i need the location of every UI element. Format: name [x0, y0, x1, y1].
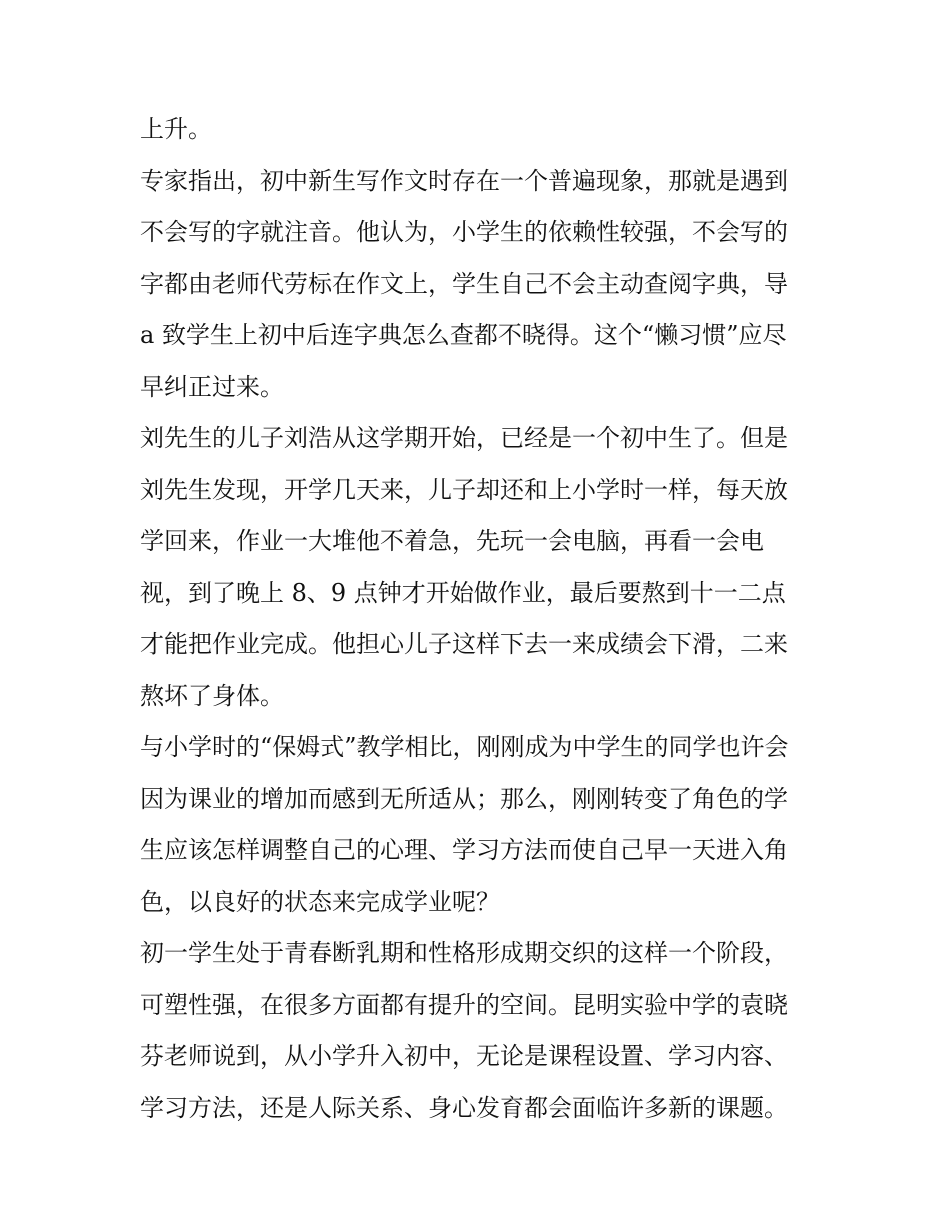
text-line: 生应该怎样调整自己的心理、学习方法而使自己早一天进入角 — [140, 836, 788, 864]
paragraph-2 — [140, 156, 820, 414]
text-line: 上升。 — [140, 115, 212, 143]
paragraph-5 — [140, 928, 820, 1134]
paragraph-1 — [140, 104, 820, 156]
paragraph-3 — [140, 413, 820, 722]
text-line: 因为课业的增加而感到无所适从；那么，刚刚转变了角色的学 — [140, 784, 788, 813]
text-line: a 致学生上初中后连字典怎么查都不晓得。这个“懒习惯”应尽 — [140, 321, 787, 349]
text-line: 专家指出，初中新生写作文时存在一个普遍现象，那就是遇到 — [140, 166, 788, 195]
text-line: 与小学时的“保姆式”教学相比，刚刚成为中学生的同学也许会 — [140, 733, 789, 761]
text-line: 刘先生发现，开学几天来，儿子却还和上小学时一样，每天放 — [140, 475, 788, 504]
document-body — [140, 104, 820, 1134]
text-line: 熬坏了身体。 — [140, 681, 284, 710]
text-line: 字都由老师代劳标在作文上，学生自己不会主动查阅字典，导 — [140, 269, 788, 298]
text-line: 芬老师说到，从小学升入初中，无论是课程设置、学习内容、 — [140, 1042, 788, 1070]
text-line: 可塑性强，在很多方面都有提升的空间。昆明实验中学的袁晓 — [140, 990, 788, 1019]
text-line: 色，以良好的状态来完成学业呢？ — [140, 887, 500, 916]
text-line: 学习方法，还是人际关系、身心发育都会面临许多新的课题。 — [140, 1093, 788, 1122]
text-line: 早纠正过来。 — [140, 372, 284, 401]
text-line: 刘先生的儿子刘浩从这学期开始，已经是一个初中生了。但是 — [140, 424, 788, 452]
text-line: 初一学生处于青春断乳期和性格形成期交织的这样一个阶段， — [140, 939, 788, 967]
text-line: 学回来，作业一大堆他不着急，先玩一会电脑，再看一会电 — [140, 527, 764, 555]
text-line: 不会写的字就注音。他认为，小学生的依赖性较强，不会写的 — [140, 218, 788, 246]
text-line: 才能把作业完成。他担心儿子这样下去一来成绩会下滑，二来 — [140, 630, 788, 658]
text-line: 视，到了晚上 8、9 点钟才开始做作业，最后要熬到十一二点 — [140, 578, 786, 607]
paragraph-4 — [140, 722, 820, 928]
